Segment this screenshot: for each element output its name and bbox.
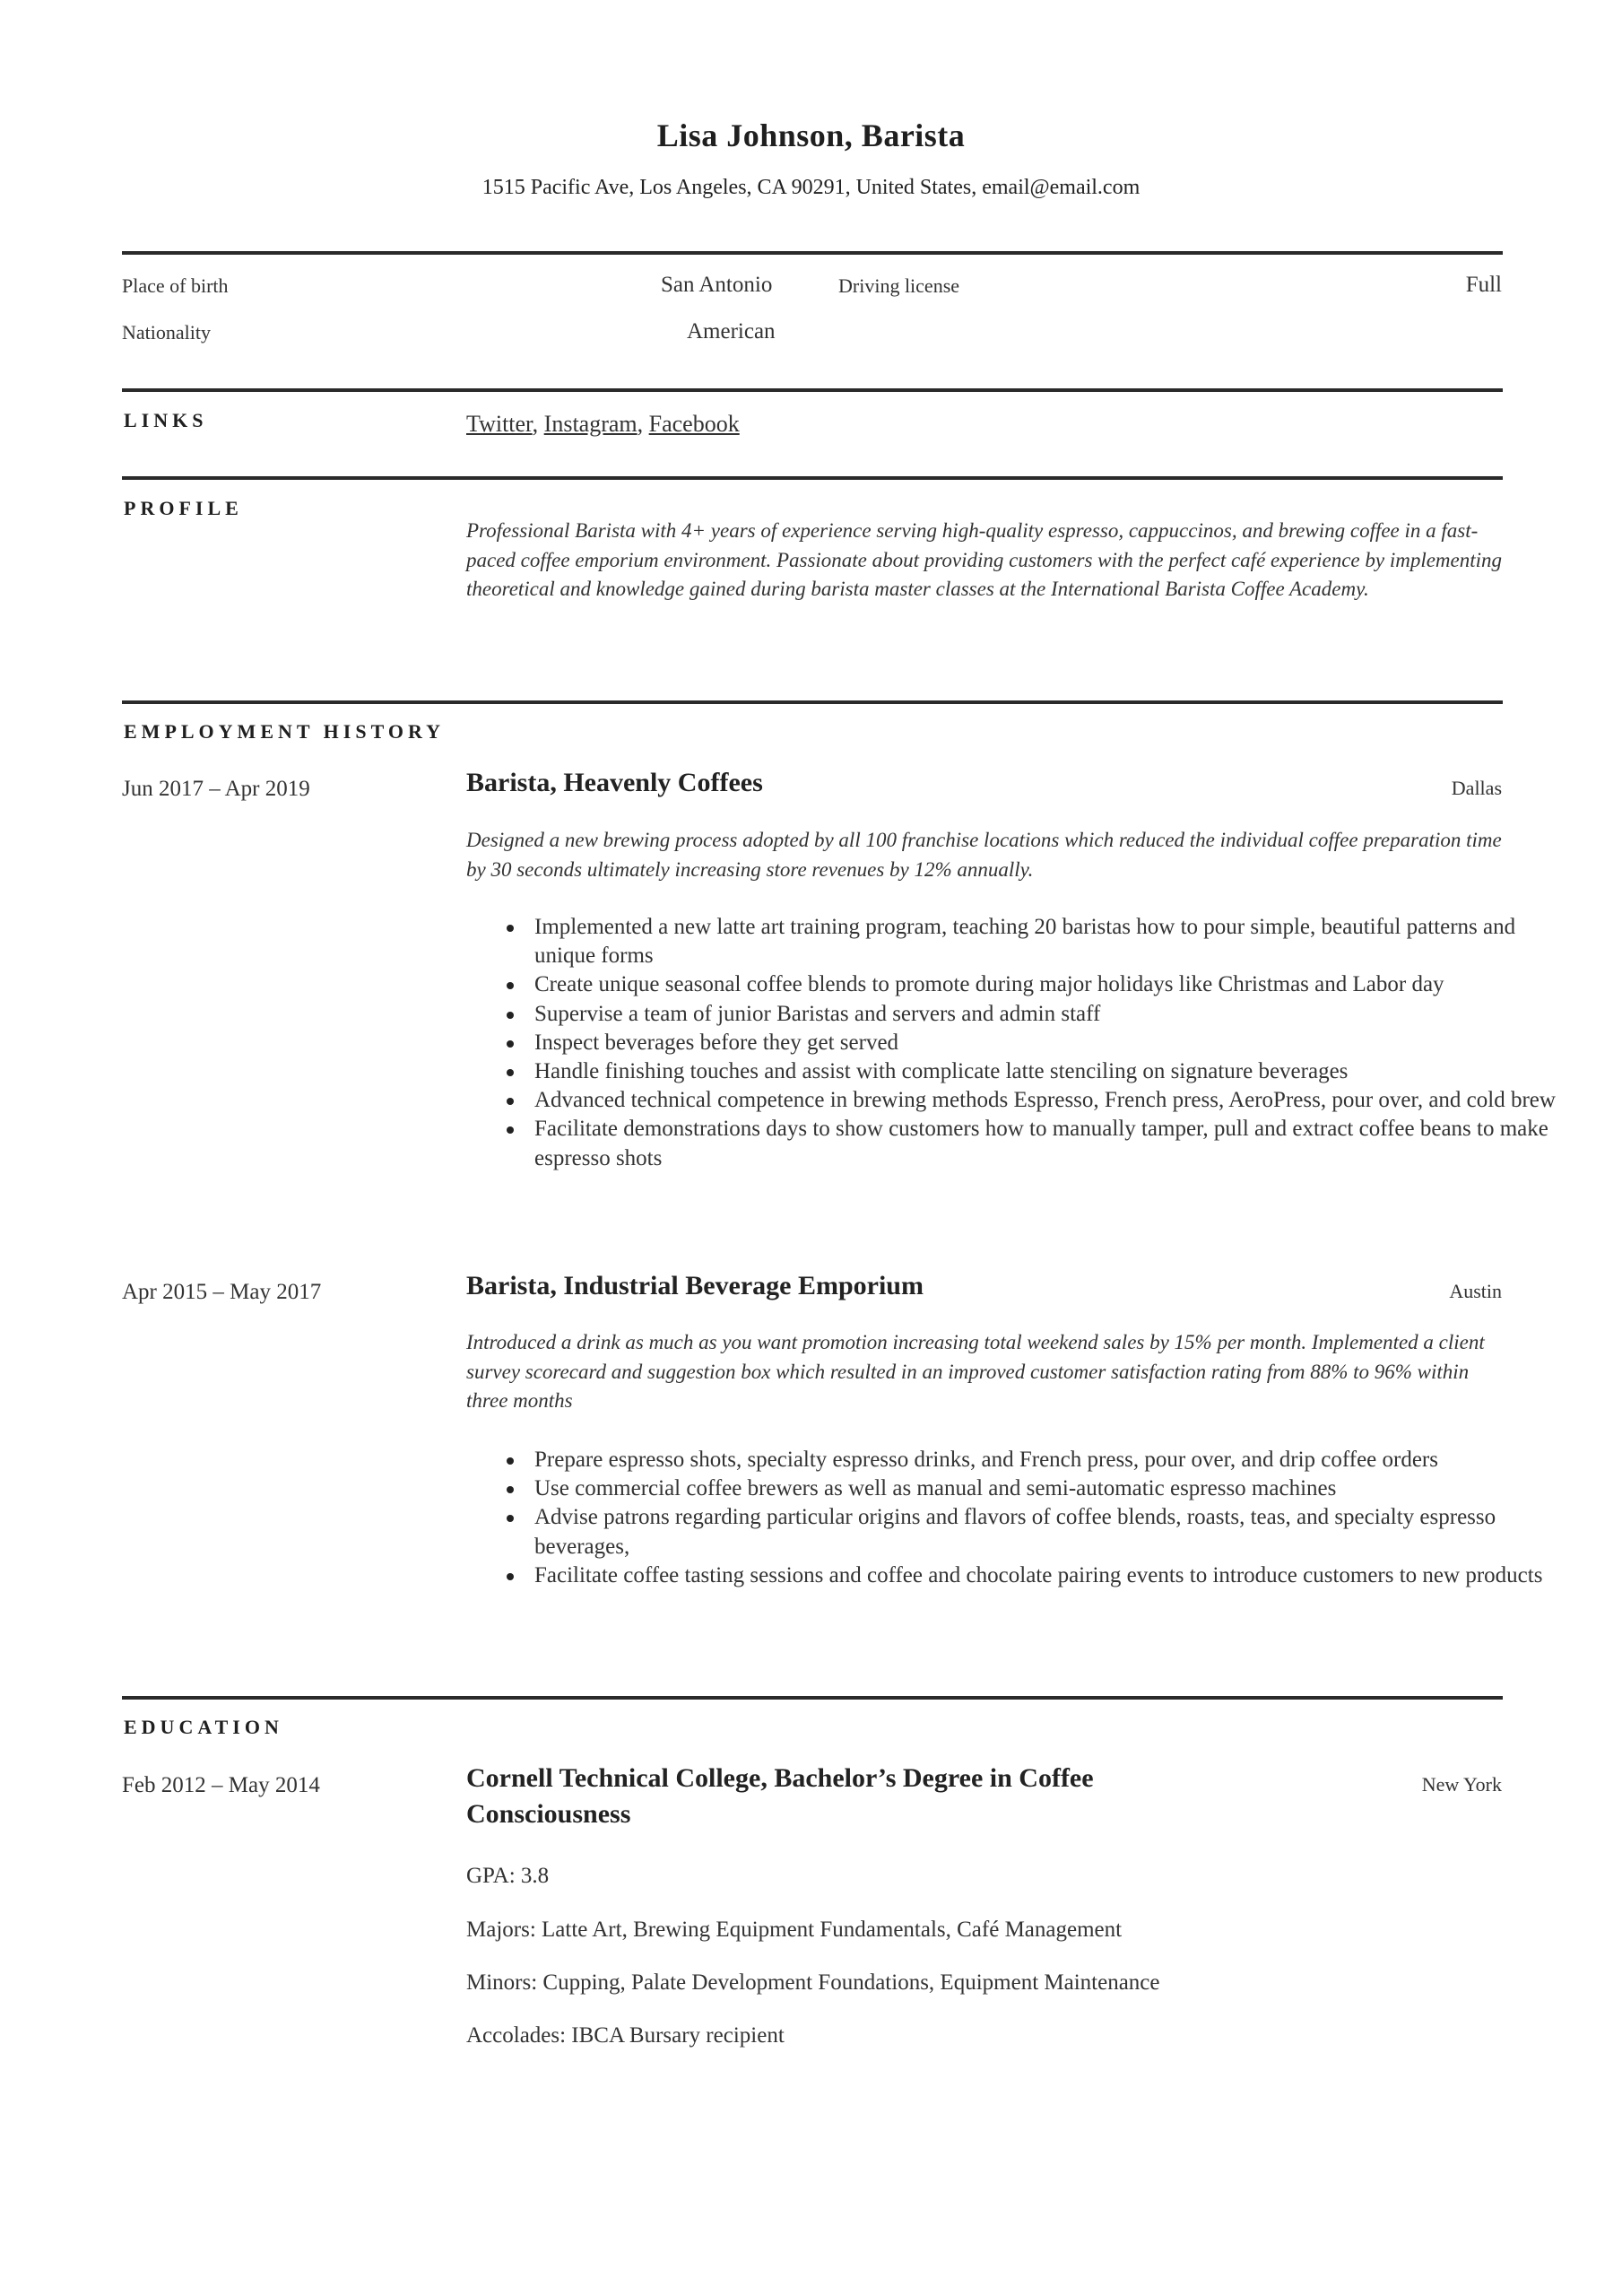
education-dates: Feb 2012 – May 2014 — [122, 1773, 320, 1797]
profile-text: Professional Barista with 4+ years of experience serving high-quality espresso, cappuccinos, and brewing coffee in a fast-paced coffee emporium environment. Passionate about providing customers with the perfect café experience by implementing theoretical and knowledge gained during barista master classes at the International Barista Coffee Academy. — [466, 519, 1503, 600]
job-bullets — [466, 1446, 1566, 1590]
job-summary: Designed a new brewing process adopted by all 100 franchise locations which reduced the individual coffee preparation time by 30 seconds ultimately increasing store revenues by 12% annually. — [466, 829, 1502, 881]
list-item: Facilitate demonstrations days to show customers how to manually tamper, pull and extract coffee beans to make espresso shots — [534, 1115, 1566, 1172]
list-item: Inspect beverages before they get served — [534, 1029, 1566, 1057]
job-title: Barista, Heavenly Coffees — [466, 768, 763, 797]
list-item: Facilitate coffee tasting sessions and coffee and chocolate pairing events to introduce customers to new products — [534, 1561, 1566, 1590]
majors-line: Majors: Latte Art, Brewing Equipment Fundamentals, Café Management — [466, 1918, 1123, 1942]
nationality-value: American — [687, 319, 776, 344]
list-item: Advise patrons regarding particular origins and flavors of coffee blends, roasts, teas, and specialty espresso beverages, — [534, 1503, 1566, 1561]
job-summary: Introduced a drink as much as you want promotion increasing total weekend sales by 15% per month. Implemented a client survey scorecard and suggestion box which resulted in an improved customer satisfaction rating from 88% to 96% within three months — [466, 1331, 1485, 1412]
divider-details — [122, 251, 1503, 255]
list-item: Supervise a team of junior Baristas and servers and admin staff — [534, 1000, 1566, 1029]
divider-profile — [122, 476, 1503, 480]
twitter-link[interactable]: Twitter — [466, 411, 533, 437]
place-of-birth-label: Place of birth — [122, 274, 229, 297]
job-title: Barista, Industrial Beverage Emporium — [466, 1271, 924, 1300]
job-location: Austin — [1449, 1280, 1502, 1302]
instagram-link[interactable]: Instagram — [543, 411, 638, 437]
driving-license-label: Driving license — [838, 274, 960, 297]
resume-name: Lisa Johnson, Barista — [656, 117, 966, 153]
divider-employment — [122, 700, 1503, 704]
place-of-birth-value: San Antonio — [661, 273, 773, 297]
education-heading: EDUCATION — [124, 1716, 283, 1738]
gpa-line: GPA: 3.8 — [466, 1864, 550, 1888]
contact-line: 1515 Pacific Ave, Los Angeles, CA 90291, United States, email@email.com — [481, 176, 1141, 199]
links-heading: LINKS — [124, 409, 208, 431]
profile-heading: PROFILE — [124, 497, 243, 519]
job-dates: Apr 2015 – May 2017 — [122, 1280, 322, 1304]
list-item: Create unique seasonal coffee blends to promote during major holidays like Christmas and Labor day — [534, 970, 1566, 999]
job-bullets — [466, 913, 1566, 1173]
job-dates: Jun 2017 – Apr 2019 — [122, 777, 310, 801]
links-list: Twitter, Instagram, Facebook — [466, 411, 740, 437]
list-item: Use commercial coffee brewers as well as manual and semi-automatic espresso machines — [534, 1474, 1566, 1503]
driving-license-value: Full — [1465, 273, 1502, 297]
facebook-link[interactable]: Facebook — [648, 411, 740, 437]
degree-title-line2: Consciousness — [466, 1799, 631, 1829]
list-item: Handle finishing touches and assist with complicate latte stenciling on signature beverages — [534, 1057, 1566, 1086]
employment-heading: EMPLOYMENT HISTORY — [124, 720, 445, 743]
list-item: Prepare espresso shots, specialty espresso drinks, and French press, pour over, and drip coffee orders — [534, 1446, 1566, 1474]
education-location: New York — [1421, 1773, 1502, 1796]
list-item: Advanced technical competence in brewing methods Espresso, French press, AeroPress, pour over, and cold brew — [534, 1086, 1566, 1115]
divider-education — [122, 1696, 1503, 1700]
accolades-line: Accolades: IBCA Bursary recipient — [466, 2023, 785, 2048]
nationality-label: Nationality — [122, 321, 211, 344]
list-item: Implemented a new latte art training program, teaching 20 baristas how to pour simple, beautiful patterns and unique forms — [534, 913, 1566, 970]
minors-line: Minors: Cupping, Palate Development Foundations, Equipment Maintenance — [466, 1970, 1160, 1995]
degree-title-line1: Cornell Technical College, Bachelor’s Degree in Coffee — [466, 1763, 1094, 1793]
divider-links — [122, 388, 1503, 392]
job-location: Dallas — [1451, 777, 1502, 799]
